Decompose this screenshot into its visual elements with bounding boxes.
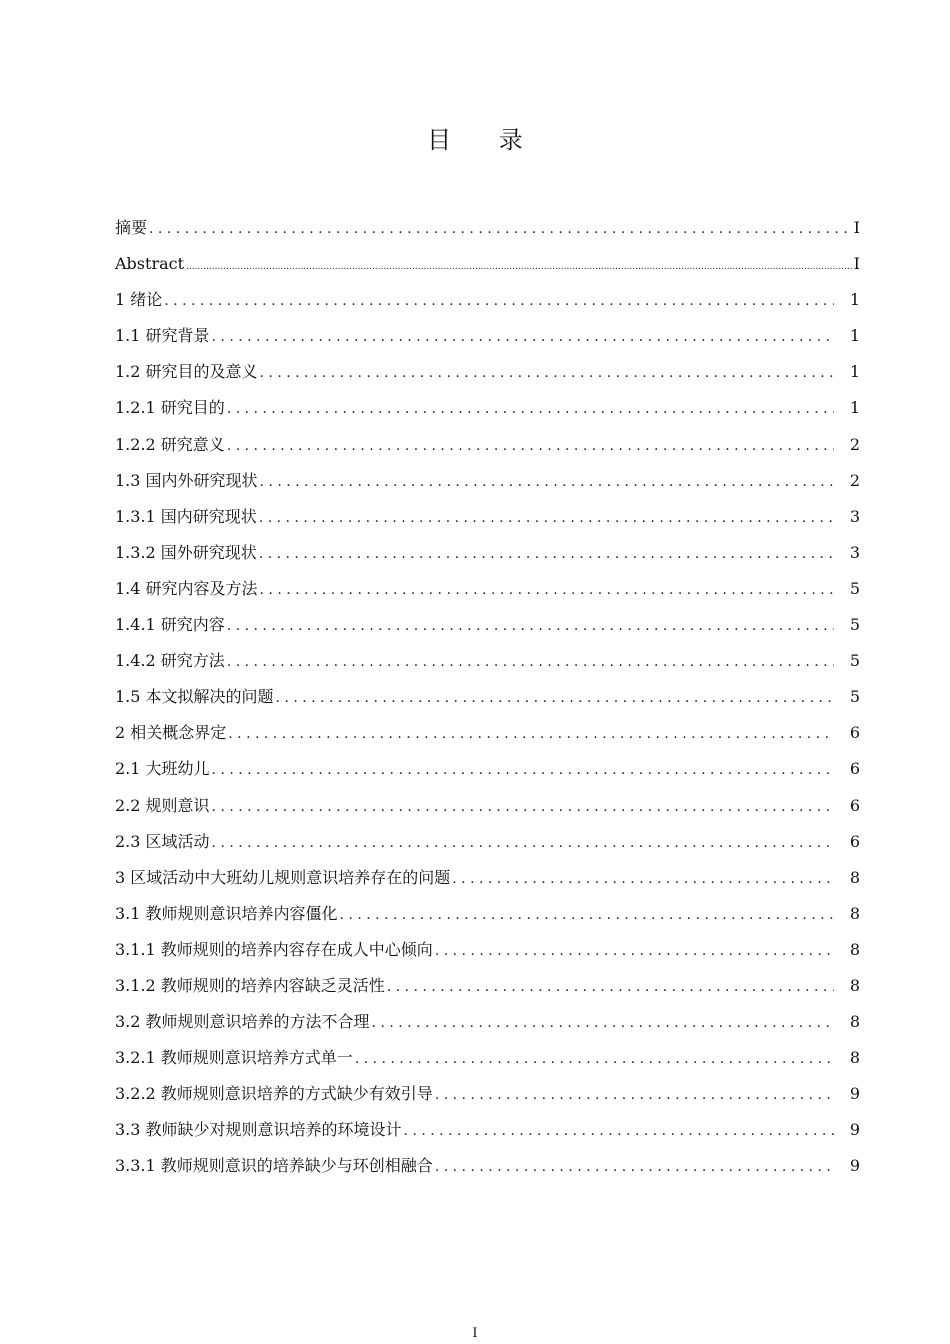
toc-entry-label: 3.3.1 教师规则意识的培养缺少与环创相融合 bbox=[115, 1156, 433, 1176]
toc-entry-label: 1.4.2 研究方法 bbox=[115, 651, 225, 671]
toc-entry[interactable] bbox=[115, 968, 860, 1004]
toc-entry-page: 3 bbox=[849, 506, 860, 526]
toc-entry-label: 1.1 研究背景 bbox=[115, 326, 210, 346]
toc-entry-label: 1.3 国内外研究现状 bbox=[115, 470, 258, 490]
toc-leader-dots bbox=[276, 680, 834, 715]
toc-entry-page: 5 bbox=[849, 651, 860, 671]
toc-entry-page: 8 bbox=[849, 1048, 860, 1068]
toc-leader-dots bbox=[227, 428, 834, 463]
toc-leader-dots bbox=[435, 1077, 834, 1112]
toc-entry-page: 6 bbox=[849, 795, 860, 815]
toc-leader-dots bbox=[340, 897, 834, 932]
toc-entry-page: 3 bbox=[849, 542, 860, 562]
toc-entry-page: 2 bbox=[849, 434, 860, 454]
toc-entry[interactable] bbox=[115, 824, 860, 860]
table-of-contents bbox=[115, 210, 860, 1185]
toc-entry-label: 3.1.1 教师规则的培养内容存在成人中心倾向 bbox=[115, 939, 433, 959]
toc-entry-label: 1.2.1 研究目的 bbox=[115, 398, 225, 418]
toc-leader-dots bbox=[260, 572, 834, 607]
toc-entry-label: 3.2.1 教师规则意识培养方式单一 bbox=[115, 1048, 353, 1068]
toc-entry-page: 8 bbox=[849, 939, 860, 959]
toc-entry[interactable] bbox=[115, 1076, 860, 1112]
toc-entry-page: 9 bbox=[849, 1120, 860, 1140]
toc-entry[interactable] bbox=[115, 788, 860, 824]
toc-entry[interactable] bbox=[115, 679, 860, 715]
toc-entry[interactable] bbox=[115, 210, 860, 246]
toc-entry[interactable] bbox=[115, 390, 860, 426]
toc-leader-dots bbox=[164, 283, 834, 318]
toc-entry-page: 1 bbox=[849, 398, 860, 418]
toc-entry-label: 2.3 区域活动 bbox=[115, 831, 210, 851]
toc-entry-label: 1.5 本文拟解决的问题 bbox=[115, 687, 274, 707]
toc-entry-label: 3.1.2 教师规则的培养内容缺乏灵活性 bbox=[115, 975, 385, 995]
toc-leader-dots bbox=[212, 319, 834, 354]
toc-entry-page: 8 bbox=[849, 975, 860, 995]
toc-entry[interactable] bbox=[115, 1148, 860, 1184]
toc-entry-page: I bbox=[853, 254, 860, 274]
toc-leader-dots bbox=[452, 861, 834, 896]
toc-entry-label: 2.2 规则意识 bbox=[115, 795, 210, 815]
toc-entry-label: 3.3 教师缺少对规则意识培养的环境设计 bbox=[115, 1120, 402, 1140]
toc-entry[interactable] bbox=[115, 896, 860, 932]
toc-entry[interactable] bbox=[115, 1112, 860, 1148]
toc-leader-dots bbox=[186, 249, 852, 282]
toc-entry[interactable] bbox=[115, 499, 860, 535]
toc-entry[interactable] bbox=[115, 715, 860, 751]
toc-entry-label: 2 相关概念界定 bbox=[115, 723, 227, 743]
toc-entry[interactable] bbox=[115, 607, 860, 643]
toc-entry[interactable] bbox=[115, 427, 860, 463]
page-number-footer: I bbox=[472, 1326, 478, 1341]
toc-entry-page: 8 bbox=[849, 1012, 860, 1032]
toc-entry-page: 1 bbox=[849, 290, 860, 310]
toc-leader-dots bbox=[355, 1041, 834, 1076]
toc-leader-dots bbox=[227, 391, 834, 426]
page-title: 目 录 bbox=[427, 126, 543, 154]
toc-leader-dots bbox=[259, 500, 834, 535]
toc-entry[interactable] bbox=[115, 1004, 860, 1040]
toc-leader-dots bbox=[260, 464, 834, 499]
toc-entry-label: 1.4 研究内容及方法 bbox=[115, 578, 258, 598]
toc-leader-dots bbox=[404, 1113, 834, 1148]
toc-leader-dots bbox=[435, 1149, 834, 1184]
toc-entry[interactable] bbox=[115, 246, 860, 282]
toc-entry[interactable] bbox=[115, 751, 860, 787]
toc-entry-label: 1 绪论 bbox=[115, 290, 163, 310]
toc-entry-page: 6 bbox=[849, 831, 860, 851]
toc-leader-dots bbox=[435, 933, 834, 968]
toc-entry-page: 9 bbox=[849, 1156, 860, 1176]
toc-leader-dots bbox=[227, 608, 834, 643]
toc-entry-label: 摘要 bbox=[115, 218, 148, 237]
toc-leader-dots bbox=[372, 1005, 834, 1040]
toc-entry-label: 3.2 教师规则意识培养的方法不合理 bbox=[115, 1012, 370, 1032]
toc-entry-page: 6 bbox=[849, 759, 860, 779]
toc-entry-page: 8 bbox=[849, 867, 860, 887]
toc-entry[interactable] bbox=[115, 1040, 860, 1076]
toc-entry-page: 2 bbox=[849, 470, 860, 490]
toc-entry[interactable] bbox=[115, 571, 860, 607]
toc-entry-page: 8 bbox=[849, 903, 860, 923]
toc-leader-dots bbox=[212, 752, 834, 787]
toc-leader-dots bbox=[228, 716, 834, 751]
toc-leader-dots bbox=[212, 789, 834, 824]
toc-entry[interactable] bbox=[115, 318, 860, 354]
toc-entry-label: 1.4.1 研究内容 bbox=[115, 615, 225, 635]
toc-leader-dots bbox=[212, 825, 834, 860]
toc-entry-label: 2.1 大班幼儿 bbox=[115, 759, 210, 779]
toc-entry-label: Abstract bbox=[115, 254, 185, 274]
toc-entry-label: 1.2.2 研究意义 bbox=[115, 434, 225, 454]
toc-entry[interactable] bbox=[115, 535, 860, 571]
toc-entry-label: 1.2 研究目的及意义 bbox=[115, 362, 258, 382]
toc-entry-page: 6 bbox=[849, 723, 860, 743]
toc-entry-page: I bbox=[853, 218, 860, 237]
toc-entry[interactable] bbox=[115, 643, 860, 679]
toc-entry-label: 3 区域活动中大班幼儿规则意识培养存在的问题 bbox=[115, 867, 451, 887]
toc-entry-page: 1 bbox=[849, 326, 860, 346]
toc-entry-label: 3.2.2 教师规则意识培养的方式缺少有效引导 bbox=[115, 1084, 433, 1104]
toc-entry-page: 1 bbox=[849, 362, 860, 382]
toc-entry-page: 9 bbox=[849, 1084, 860, 1104]
toc-entry-label: 1.3.2 国外研究现状 bbox=[115, 542, 257, 562]
toc-entry-page: 5 bbox=[849, 687, 860, 707]
toc-entry-label: 1.3.1 国内研究现状 bbox=[115, 506, 257, 526]
toc-entry-label: 3.1 教师规则意识培养内容僵化 bbox=[115, 903, 338, 923]
toc-leader-dots bbox=[260, 355, 834, 390]
toc-entry[interactable] bbox=[115, 354, 860, 390]
toc-entry[interactable] bbox=[115, 282, 860, 318]
toc-entry[interactable] bbox=[115, 860, 860, 896]
toc-leader-dots bbox=[259, 536, 834, 571]
toc-entry[interactable] bbox=[115, 932, 860, 968]
toc-leader-dots bbox=[227, 644, 834, 679]
toc-leader-dots bbox=[387, 969, 834, 1004]
toc-leader-dots bbox=[149, 211, 852, 246]
toc-entry-page: 5 bbox=[849, 578, 860, 598]
toc-entry-page: 5 bbox=[849, 615, 860, 635]
toc-entry[interactable] bbox=[115, 463, 860, 499]
